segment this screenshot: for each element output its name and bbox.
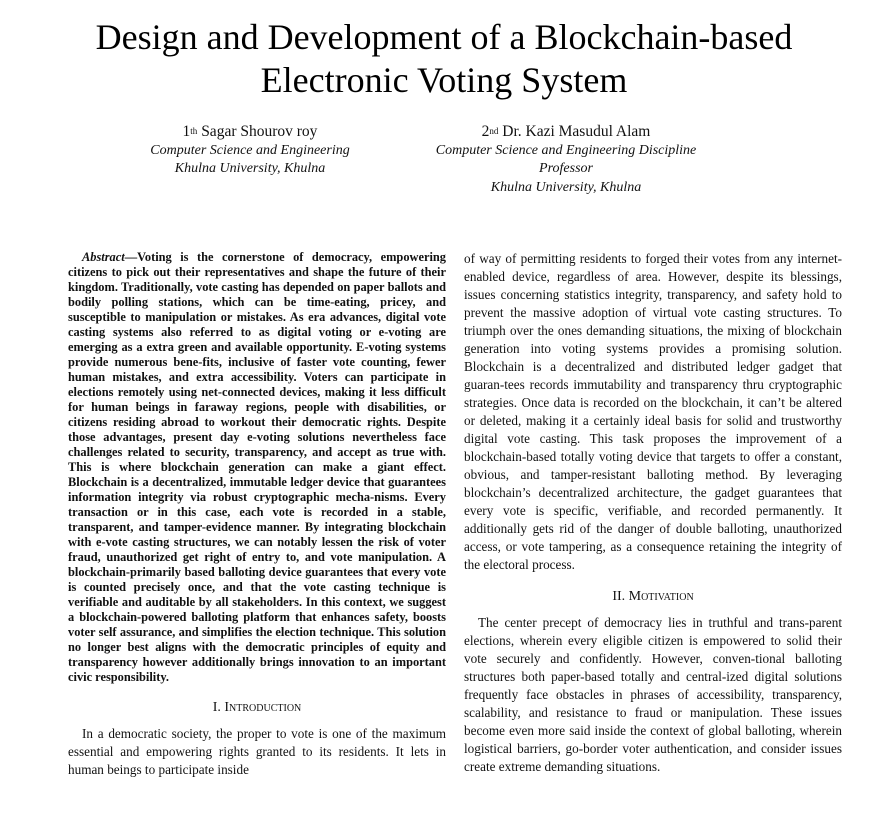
author-affiliation: Computer Science and Engineering Discipline xyxy=(435,142,697,158)
intro-paragraph: In a democratic society, the proper to vote is one of the maximum essential and empowering rights granted to its residents. It lets in human beings to participate inside xyxy=(68,726,446,777)
left-column xyxy=(68,250,446,779)
paper-title xyxy=(0,16,888,102)
intro-continuation-paragraph: of way of permitting residents to forged their votes from any internet-enabled device, regardless of area. However, despite its blessings, issues concerning statistics integrity, transparency, and safety hold to prevent the massive adoption of virtual vote casting structures. To triumph over the ones demanding situations, the mixing of blockchain generation into voting systems provides a promising solution. Blockchain is a decentralized and distributed ledger gadget that guaran-tees records immutability and transparency thru cryptographic strategies. Once data is recorded on the blockchain, it can’t be altered or deleted, making it a certainly ideal basis for solid and trustworthy digital vote casting. This task proposes the improvement of a blockchain-based totally voting device that targets to offer a constant, obvious, and tamper-resistant balloting method. By leveraging blockchain’s decentralized architecture, the gadget guarantees that every vote is specific, verifiable, and recorded permanently. It additionally gets rid of the danger of double balloting, unauthorized access, or vote tampering, as a consequence retaining the integrity of the electoral process. xyxy=(464,251,842,572)
title-line-2: Electronic Voting System xyxy=(260,60,628,100)
author-affiliation: Khulna University, Khulna xyxy=(490,179,642,195)
author-name-line: 1th Sagar Shourov roy xyxy=(182,123,318,140)
abstract-label: Abstract xyxy=(82,250,125,264)
abstract-text: Voting is the cornerstone of democracy, empowering citizens to pick out their representatives and shape the future of their kingdom. Traditionally, vote casting has depended on paper ballots and bodily polling stations, which can be time-eating, pricey, and susceptible to manipulation or mistakes. As era advances, digital vote casting systems also referred to as digital voting or e-voting are emerging as a extra green and available opportunity. E-voting systems provide numerous bene-fits, inclusive of faster vote counting, fewer human mistakes, and extra accessibility. Voters can participate in elections remotely using net-connected devices, making it less difficult for human beings in faraway regions, people with disabilities, or citizens residing abroad to workout their democratic rights. Despite those advantages, present day e-voting solutions nevertheless face challenges related to security, transparency, and accept as true with. This is where blockchain generation can make a giant effect. Blockchain is a decentralized, immutable ledger device that guarantees information integrity via robust cryptographic mecha-nisms. Every transaction or in this case, each vote is recorded in a stable, transparent, and tamper-evidence manner. By integrating blockchain with e-vote casting structures, we can notably lessen the risk of voter fraud, unauthorized get right of entry to, and vote manipulation. A blockchain-primarily based balloting device guarantees that every vote is counted precisely once, and that the vote casting technique is verifiable and auditable by all stakeholders. In this context, we suggest a blockchain-powered balloting platform that enhances safety, boosts voter self assurance, and simplifies the election technique. This solution no longer best aligns with the democratic principles of equity and transparency however additionally brings innovation to an important civic responsibility. xyxy=(68,250,446,684)
motivation-paragraph: The center precept of democracy lies in truthful and trans-parent elections, wherein every eligible citizen is empowered to solid their vote securely and confidently. However, conven-tional balloting structures both paper-based totally and central-ized digital solutions frequently face obstacles in phrases of accessibility, transparency, scalability, and resistance to fraud or manipulation. These issues become even more said inside the context of global balloting, wherein logistical barriers, go-border voter authentication, and consider issues create extreme demanding situations. xyxy=(464,615,842,774)
author-block-1 xyxy=(112,123,388,179)
right-column xyxy=(464,250,842,776)
author-name: Dr. Kazi Masudul Alam xyxy=(502,123,651,140)
title-line-1: Design and Development of a Blockchain-based xyxy=(95,17,793,57)
section-heading-introduction: I. Introduction xyxy=(212,700,302,715)
section-heading-motivation: II. Motivation xyxy=(612,589,694,604)
author-affiliation: Professor xyxy=(539,161,593,176)
author-block-2 xyxy=(410,123,722,197)
author-name-line: 2nd Dr. Kazi Masudul Alam xyxy=(481,123,651,140)
author-affiliation: Khulna University, Khulna xyxy=(174,161,326,176)
author-name: Sagar Shourov roy xyxy=(201,123,318,140)
abstract: Abstract—Voting is the cornerstone of democracy, empowering citizens to pick out their representatives and shape the future of their kingdom. Traditionally, vote casting has depended on paper ballots and bodily polling stations, which can be time-eating, pricey, and susceptible to manipulation or mistakes. As era advances, digital vote casting systems also referred to as digital voting or e-voting are emerging as a extra green and available opportunity. E-voting systems provide numerous bene-fits, inclusive of faster vote counting, fewer human mistakes, and extra accessibility. Voters can participate in elections remotely using net-connected devices, making it less difficult for human beings in faraway regions, people with disabilities, or citizens residing abroad to workout their democratic rights. Despite those advantages, present day e-voting solutions nevertheless face challenges related to security, transparency, and accept as true with. This is where blockchain generation can make a giant effect. Blockchain is a decentralized, immutable ledger device that guarantees information integrity via robust cryptographic mecha-nisms. Every transaction or in this case, each vote is recorded in a stable, transparent, and tamper-evidence manner. By integrating blockchain with e-vote casting structures, we can notably lessen the risk of voter fraud, unauthorized get right of entry to, and vote manipulation. A blockchain-primarily based balloting device guarantees that every vote is counted precisely once, and that the vote casting technique is verifiable and auditable by all stakeholders. In this context, we suggest a blockchain-powered balloting platform that enhances safety, boosts voter self assurance, and simplifies the election technique. This solution no longer best aligns with the democratic principles of equity and transparency however additionally brings innovation to an important civic responsibility. xyxy=(68,250,446,684)
author-affiliation: Computer Science and Engineering xyxy=(150,142,350,158)
